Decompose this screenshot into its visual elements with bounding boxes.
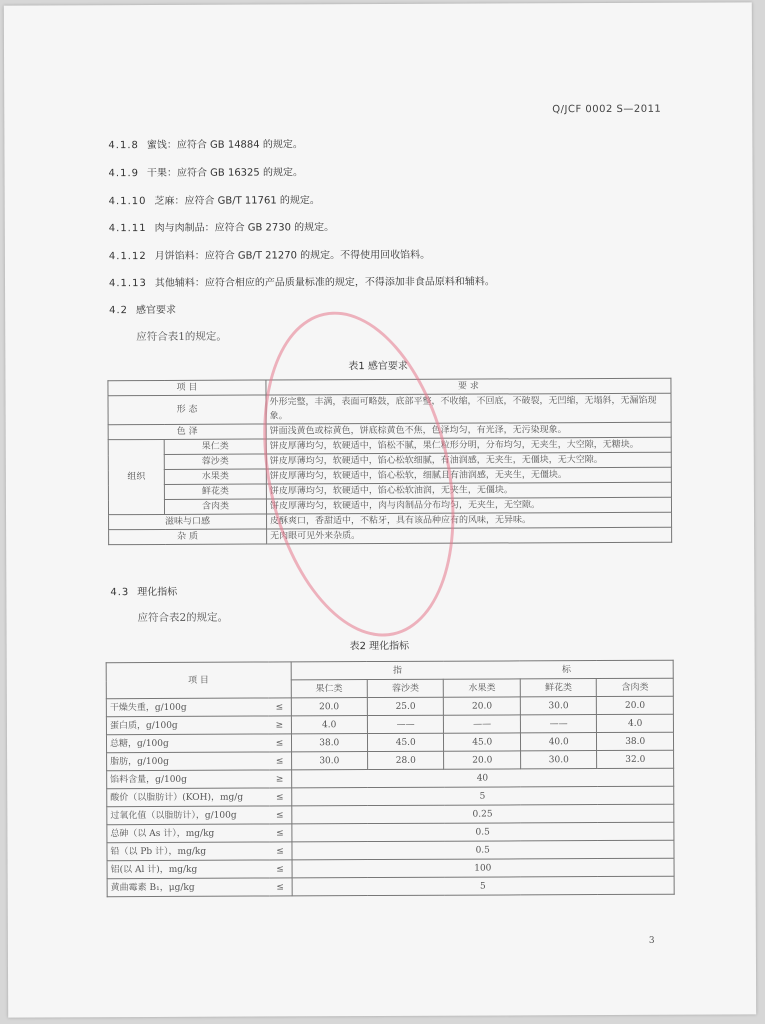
cell-value: 28.0 [368,751,445,769]
cell-value: —— [367,715,444,733]
column-header: 蓉沙类 [367,679,444,697]
row-label: 色 泽 [108,424,266,440]
cell-value: —— [520,715,597,733]
header-item: 项 目 [108,380,266,396]
column-header: 含肉类 [597,678,674,696]
row-operator: ≤ [269,824,292,842]
row-label: 水果类 [164,469,266,484]
row-value: 饼皮厚薄均匀，软硬适中，馅心松软，细腻且有油润感，无夹生，无僵块。 [266,467,671,484]
cell-value: 25.0 [367,697,444,715]
row-value: 皮酥爽口，香甜适中，不粘牙，具有该品种应有的风味，无异味。 [267,512,672,529]
cell-value: 40.0 [520,733,597,751]
clause-4-1-12: 4.1.12 月饼馅料：应符合 GB/T 21270 的规定。不得使用回收馅料。 [108,249,431,263]
row-name: 馅料含量，g/100g [107,770,269,789]
row-operator: ≥ [269,770,292,788]
row-name: 干燥失重，g/100g [106,698,268,717]
section-4-3-heading: 4.3 理化指标 [110,586,178,599]
page-number: 3 [648,935,655,946]
row-value: 饼皮厚薄均匀，软硬适中，肉与肉制品分布均匀，无夹生，无空隙。 [266,497,671,514]
row-label: 鲜花类 [164,484,266,499]
row-operator: ≤ [269,860,292,878]
cell-value: 38.0 [597,732,674,750]
document-code: Q/JCF 0002 S—2011 [552,103,662,116]
row-operator: ≤ [268,698,291,716]
group-label-organization: 组织 [108,439,164,514]
row-operator: ≤ [268,734,291,752]
header-item: 项 目 [106,662,291,699]
cell-value: 30.0 [520,697,597,715]
cell-value: 5 [292,876,675,896]
cell-value: 38.0 [291,734,368,752]
clause-4-1-10: 4.1.10 芝麻：应符合 GB/T 11761 的规定。 [108,195,320,208]
row-operator: ≤ [269,878,292,896]
cell-value: 5 [291,786,674,806]
row-name: 总砷（以 As 计），mg/kg [107,824,269,843]
row-operator: ≤ [269,806,292,824]
cell-value: 4.0 [597,714,674,732]
header-index: 指 标 [291,660,674,680]
row-name: 酸价（以脂肪计）(KOH)，mg/g [107,788,269,807]
clause-4-1-13: 4.1.13 其他辅料：应符合相应的产品质量标准的规定，不得添加非食品原料和辅料。 [108,276,495,290]
cell-value: 0.5 [291,840,674,860]
column-header: 鲜花类 [520,679,597,697]
physicochemical-table [106,660,675,897]
row-operator: ≤ [269,788,292,806]
table-row [107,876,674,896]
cell-value: 4.0 [291,716,368,734]
row-label: 含肉类 [164,499,266,514]
row-name: 铅（以 Pb 计），mg/kg [107,842,269,861]
cell-value: 45.0 [444,733,521,751]
clause-4-1-9: 4.1.9 干果：应符合 GB 16325 的规定。 [108,167,303,180]
row-value: 饼皮厚薄均匀，软硬适中，馅心松软油润，无夹生，无僵块。 [266,482,671,499]
column-header: 水果类 [444,679,521,697]
cell-value: 100 [292,858,675,878]
clause-4-1-8: 4.1.8 蜜饯：应符合 GB 14884 的规定。 [108,139,303,152]
row-operator: ≥ [268,716,291,734]
table2-caption: 表2 理化指标 [349,640,410,653]
row-name: 过氧化值（以脂肪计），g/100g [107,806,269,825]
cell-value: 40 [291,768,674,788]
row-value: 无肉眼可见外来杂质。 [267,527,672,544]
cell-value: 45.0 [367,733,444,751]
row-name: 脂肪，g/100g [107,752,269,771]
section-4-3-intro: 应符合表2的规定。 [137,611,229,625]
cell-value: 30.0 [521,751,598,769]
cell-value: 0.25 [291,804,674,824]
column-header: 果仁类 [291,680,368,698]
table1-caption: 表1 感官要求 [348,360,408,373]
cell-value: 20.0 [444,751,521,769]
clause-4-1-11: 4.1.11 肉与肉制品：应符合 GB 2730 的规定。 [108,222,335,235]
row-label: 果仁类 [164,439,266,454]
red-seal-stamp [235,294,483,655]
cell-value: 20.0 [597,696,674,714]
row-value: 饼皮厚薄均匀，软硬适中，馅心松软细腻，有油润感，无夹生，无僵块，无大空隙。 [266,452,671,469]
row-label: 形 态 [108,395,266,425]
row-operator: ≤ [269,752,292,770]
section-4-2-intro: 应符合表1的规定。 [136,330,227,344]
row-label: 滋味与口感 [109,514,267,530]
document-page [4,2,756,1017]
cell-value: 20.0 [291,698,368,716]
header-requirement: 要 求 [266,378,671,395]
row-name: 总糖，g/100g [106,734,268,753]
row-label: 蓉沙类 [164,454,266,469]
cell-value: 20.0 [444,697,521,715]
row-operator: ≤ [269,842,292,860]
row-label: 杂 质 [109,529,267,545]
row-name: 黄曲霉素 B₁，μg/kg [107,878,269,897]
row-value: 饼皮厚薄均匀，软硬适中，馅松不腻，果仁粒形分明，分布均匀，无夹生，大空隙，无糖块。 [266,437,671,454]
cell-value: 0.5 [291,822,674,842]
cell-value: 32.0 [597,750,674,768]
row-name: 铝(以 Al 计)，mg/kg [107,860,269,879]
section-4-2-heading: 4.2 感官要求 [109,304,177,317]
cell-value: —— [444,715,521,733]
row-value: 饼面浅黄色或棕黄色，饼底棕黄色不焦，色泽均匀，有光泽，无污染现象。 [266,422,671,439]
row-value: 外形完整，丰满，表面可略鼓，底部平整，不收缩，不回底，不破裂，无凹缩，无塌斜，无漏馅现象。 [266,393,671,424]
cell-value: 30.0 [291,752,368,770]
row-name: 蛋白质，g/100g [106,716,268,735]
